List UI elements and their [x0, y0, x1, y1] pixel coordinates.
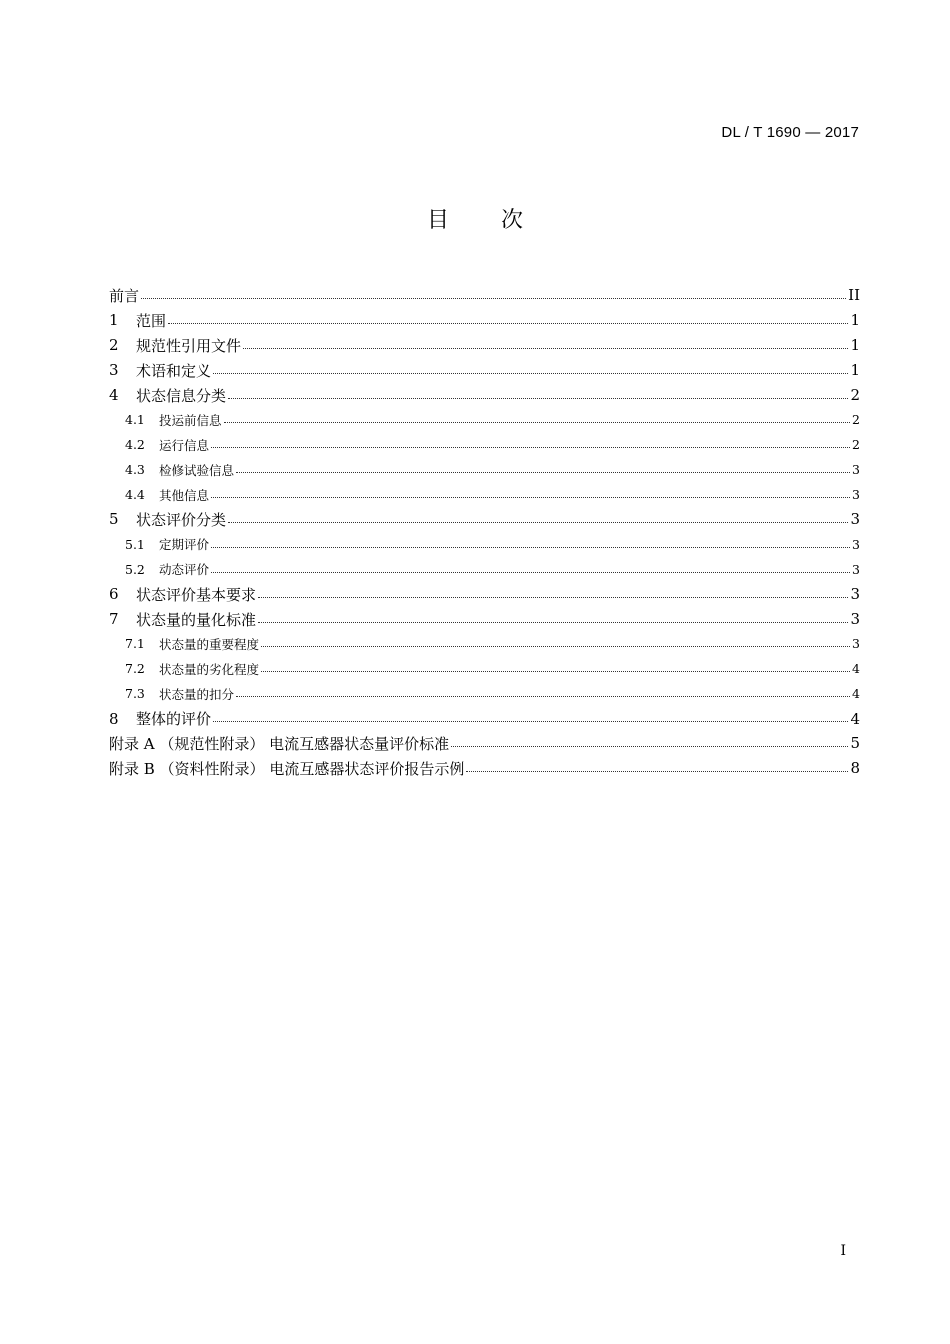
- page-number: I: [840, 1243, 846, 1259]
- toc-entry-2[interactable]: [109, 333, 860, 358]
- toc-entry-number: 4.1: [125, 412, 145, 428]
- toc-entry-foreword[interactable]: [109, 283, 860, 308]
- toc-entry-label: 规范性引用文件: [136, 336, 242, 355]
- document-code: DL / T 1690 — 2017: [721, 124, 859, 141]
- toc-entry-number: 7.1: [125, 636, 145, 652]
- toc-entry-7-2[interactable]: [109, 656, 860, 681]
- toc-entry-page: 3: [852, 536, 860, 552]
- toc-entry-label: 范围: [136, 311, 167, 330]
- dot-leader: [224, 422, 851, 423]
- toc-entry-7[interactable]: [109, 607, 860, 632]
- toc-entry-page: 3: [852, 462, 860, 478]
- toc-entry-4-2[interactable]: [109, 432, 860, 457]
- toc-entry-label: 状态量的重要程度: [159, 636, 260, 652]
- toc-entry-label: 状态评价基本要求: [136, 585, 257, 604]
- dot-leader: [213, 721, 848, 722]
- toc-entry-label: 状态量的劣化程度: [159, 661, 260, 677]
- dot-leader: [211, 447, 850, 448]
- toc-entry-page: 3: [852, 487, 860, 503]
- toc-entry-number: 4.4: [125, 487, 145, 503]
- toc-entry-label: 前言: [109, 286, 140, 305]
- toc-entry-label: 投运前信息: [159, 412, 222, 428]
- toc-entry-number: 5.1: [125, 536, 145, 552]
- dot-leader: [236, 472, 850, 473]
- toc-entry-label: 状态量的扣分: [159, 686, 235, 702]
- toc-entry-8[interactable]: [109, 706, 860, 731]
- table-of-contents: [109, 283, 860, 781]
- page-title: 目次: [426, 208, 575, 233]
- dot-leader: [451, 746, 848, 747]
- toc-entry-4-1[interactable]: [109, 407, 860, 432]
- toc-entry-page: 3: [850, 610, 860, 629]
- dot-leader: [211, 497, 850, 498]
- toc-entry-label: 附录 A （规范性附录） 电流互感器状态量评价标准: [109, 734, 450, 753]
- toc-entry-page: 1: [850, 311, 860, 330]
- toc-entry-label: 检修试验信息: [159, 462, 235, 478]
- toc-entry-number: 8: [109, 709, 119, 728]
- toc-entry-page: 2: [850, 386, 860, 404]
- dot-leader: [228, 398, 848, 399]
- dot-leader: [258, 622, 848, 623]
- toc-entry-number: 1: [109, 311, 119, 330]
- toc-entry-page: 4: [852, 686, 860, 702]
- toc-entry-number: 7: [109, 610, 119, 629]
- dot-leader: [261, 646, 850, 647]
- toc-entry-1[interactable]: [109, 308, 860, 333]
- toc-entry-page: 2: [852, 412, 860, 428]
- dot-leader: [466, 771, 848, 772]
- toc-entry-appendix-a[interactable]: [109, 731, 860, 756]
- toc-entry-label: 状态信息分类: [136, 386, 227, 405]
- toc-entry-label: 定期评价: [159, 537, 210, 553]
- toc-entry-5-2[interactable]: [109, 557, 860, 582]
- toc-entry-4-3[interactable]: [109, 457, 860, 482]
- toc-entry-label: 状态量的量化标准: [136, 610, 257, 629]
- toc-entry-page: 3: [850, 585, 860, 604]
- toc-entry-number: 4: [109, 386, 119, 404]
- dot-leader: [211, 572, 850, 573]
- toc-entry-6[interactable]: [109, 582, 860, 607]
- toc-entry-number: 3: [109, 361, 119, 380]
- dot-leader: [236, 696, 850, 697]
- toc-entry-number: 5.2: [125, 561, 145, 577]
- dot-leader: [141, 298, 846, 299]
- dot-leader: [168, 323, 848, 324]
- toc-entry-5-1[interactable]: [109, 532, 860, 557]
- toc-entry-label: 术语和定义: [136, 361, 212, 380]
- toc-entry-number: 7.2: [125, 661, 145, 677]
- toc-entry-7-1[interactable]: [109, 631, 860, 656]
- toc-entry-page: 3: [852, 561, 860, 577]
- toc-entry-page: 4: [852, 661, 860, 677]
- toc-entry-page: 5: [850, 734, 860, 753]
- toc-entry-label: 动态评价: [159, 562, 210, 578]
- dot-leader: [228, 522, 848, 523]
- toc-entry-7-3[interactable]: [109, 681, 860, 706]
- dot-leader: [213, 373, 848, 374]
- toc-entry-page: 3: [850, 510, 860, 529]
- toc-entry-number: 4.3: [125, 462, 145, 478]
- toc-entry-page: 3: [852, 636, 860, 652]
- toc-entry-page: 1: [850, 336, 860, 355]
- toc-entry-appendix-b[interactable]: [109, 756, 860, 781]
- dot-leader: [211, 547, 850, 548]
- toc-entry-4-4[interactable]: [109, 482, 860, 507]
- dot-leader: [258, 597, 848, 598]
- toc-entry-number: 5: [109, 510, 119, 529]
- toc-entry-label: 附录 B （资料性附录） 电流互感器状态评价报告示例: [109, 759, 465, 778]
- toc-entry-page: 4: [850, 709, 860, 728]
- dot-leader: [261, 671, 850, 672]
- toc-entry-label: 其他信息: [159, 487, 210, 503]
- toc-entry-page: II: [848, 286, 860, 305]
- toc-entry-number: 6: [109, 585, 119, 604]
- toc-entry-4[interactable]: [109, 383, 860, 408]
- toc-entry-label: 状态评价分类: [136, 510, 227, 529]
- toc-entry-number: 2: [109, 336, 119, 355]
- toc-entry-page: 1: [850, 361, 860, 380]
- toc-entry-5[interactable]: [109, 507, 860, 532]
- toc-entry-page: 2: [852, 437, 860, 453]
- toc-entry-page: 8: [850, 759, 860, 778]
- toc-entry-label: 整体的评价: [136, 710, 212, 729]
- dot-leader: [243, 348, 848, 349]
- toc-entry-number: 7.3: [125, 686, 145, 702]
- toc-entry-label: 运行信息: [159, 437, 210, 453]
- toc-entry-number: 4.2: [125, 437, 145, 453]
- toc-entry-3[interactable]: [109, 358, 860, 383]
